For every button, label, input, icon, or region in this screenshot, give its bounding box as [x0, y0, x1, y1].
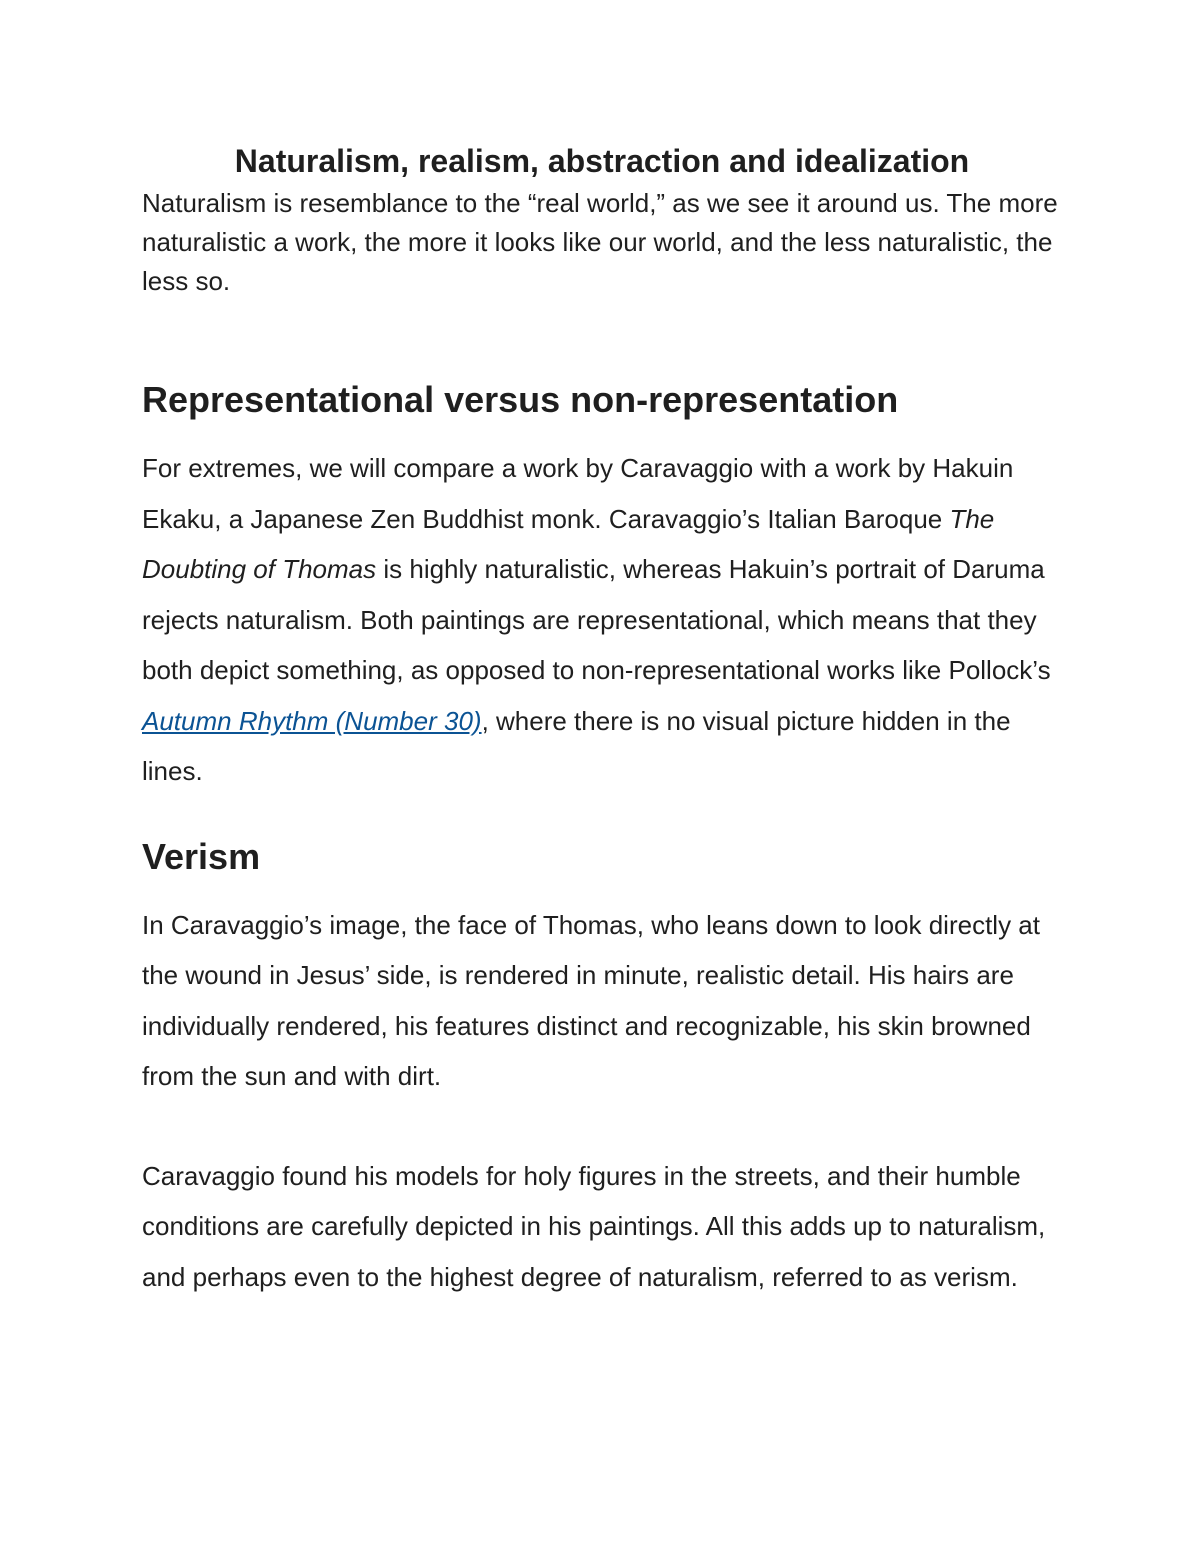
heading-verism: Verism — [142, 835, 261, 877]
paragraph-text: For extremes, we will compare a work by Caravaggio with a work by Hakuin Ekaku, a Japanese Zen Buddhist monk. Caravaggio’s Italian Baroque — [142, 453, 1014, 534]
paragraph-representational — [142, 443, 1062, 797]
paragraph-verism-1: In Caravaggio’s image, the face of Thomas, who leans down to look directly at the wound in Jesus’ side, is rendered in minute, realistic detail. His hairs are individually rendered, his features distinct and recognizable, his skin browned from the sun and with dirt. — [142, 909, 1040, 1091]
heading-representational: Representational versus non-representation — [142, 379, 899, 420]
paragraph-verism-2: Caravaggio found his models for holy figures in the streets, and their humble conditions are carefully depicted in his paintings. All this adds up to naturalism, and perhaps even to the highest degree of naturalism, referred to as verism. — [142, 1160, 1046, 1292]
autumn-rhythm-link[interactable]: Autumn Rhythm (Number 30) — [142, 705, 482, 736]
document-content — [142, 138, 1062, 1302]
artwork-title-italic: The Doubting of Thomas — [142, 503, 995, 584]
intro-paragraph: Naturalism is resemblance to the “real world,” as we see it around us. The more naturalistic a work, the more it looks like our world, and the less naturalistic, the less so. — [142, 188, 1058, 296]
paragraph-text: is highly naturalistic, whereas Hakuin’s portrait of Daruma rejects naturalism. Both paintings are representational, which means that they both depict something, as opposed to non-representational works like Pollock’s — [142, 554, 1051, 685]
paragraph-text: , where there is no visual picture hidden in the lines. — [142, 705, 1011, 786]
document-title: Naturalism, realism, abstraction and idealization — [234, 143, 970, 179]
